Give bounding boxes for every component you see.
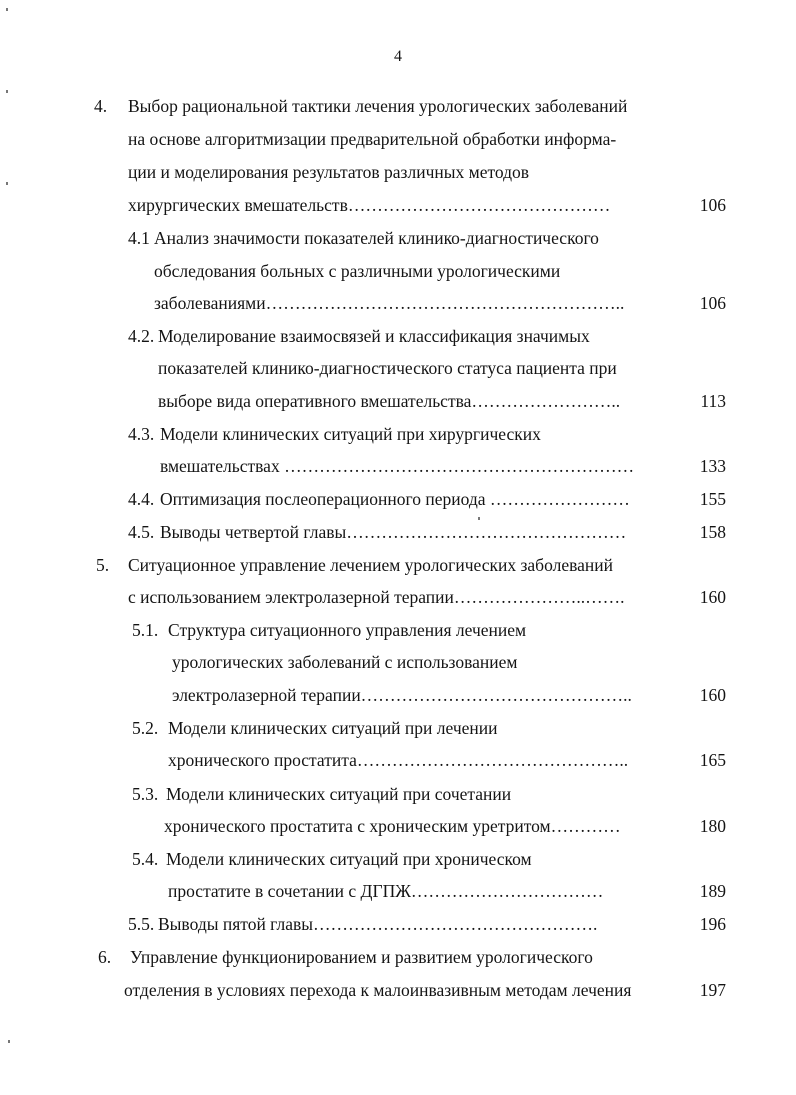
toc-entry-title-line: Моделирование взаимосвязей и классификация значимых (158, 326, 590, 346)
toc-entry-page: 158 (699, 522, 726, 542)
toc-entry-title-line: Модели клинических ситуаций при лечении (168, 718, 498, 738)
toc-entry-page: 160 (699, 587, 726, 607)
toc-entry-title-line: хирургических вмешательств……………………………………… (128, 195, 611, 215)
toc-entry-title-line: Выводы четвертой главы………………………………………… (160, 522, 627, 542)
toc-entry-title-line: Структура ситуационного управления лечением (168, 620, 527, 640)
toc-entry-page: 106 (699, 293, 726, 313)
toc-entry-title-line: отделения в условиях перехода к малоинвазивным методам лечения (124, 980, 632, 1000)
toc-entry-page: 113 (700, 391, 726, 411)
scan-speck (6, 182, 8, 185)
toc-entry-title-line: на основе алгоритмизации предварительной обработки информа- (128, 129, 617, 149)
toc-entry-number: 4.5. (128, 522, 155, 542)
toc-entry-title-line: Ситуационное управление лечением урологических заболеваний (128, 555, 613, 575)
toc-entry-title-line: урологических заболеваний с использованием (172, 652, 518, 672)
toc-entry-page: 196 (699, 914, 726, 934)
toc-entry-title-line: хронического простатита……………………………………….. (168, 750, 629, 770)
toc-entry-number: 5.4. (132, 849, 159, 869)
toc-entry-title-line: простатите в сочетании с ДГПЖ…………………………… (168, 881, 604, 901)
toc-entry-page: 197 (699, 980, 726, 1000)
toc-entry-page: 106 (699, 195, 726, 215)
toc-entry-title-line: Анализ значимости показателей клинико-диагностического (154, 228, 599, 248)
toc-entry-title-line: хронического простатита с хроническим уретритом………… (164, 816, 621, 836)
toc-entry-title-line: заболеваниями…………………………………………………….. (154, 293, 625, 313)
toc-entry-title-line: электролазерной терапии……………………………………….. (172, 685, 632, 705)
toc-entry-number: 4.3. (128, 424, 155, 444)
toc-entry-title-line: Выводы пятой главы…………………………………………. (158, 914, 598, 934)
toc-entry-number: 5.1. (132, 620, 159, 640)
toc-entry-title-line: обследования больных с различными урологическими (154, 261, 561, 281)
toc-entry-number: 5.2. (132, 718, 159, 738)
toc-entry-page: 180 (699, 816, 726, 836)
toc-entry-title-line: вмешательствах …………………………………………………… (160, 456, 635, 476)
toc-entry-title-line: выборе вида оперативного вмешательства…………………….. (158, 391, 621, 411)
toc-entry-title-line: Оптимизация послеоперационного периода …………………… (160, 489, 630, 509)
toc-entry-number: 4. (94, 96, 108, 116)
toc-entry-title-line: Управление функционированием и развитием урологического (130, 947, 593, 967)
toc-entry-number: 6. (98, 947, 112, 967)
toc-entry-title-line: с использованием электролазерной терапии…………………..……. (128, 587, 625, 607)
scan-speck (6, 90, 8, 93)
toc-entry-number: 5.5. (128, 914, 155, 934)
toc-entry-page: 160 (699, 685, 726, 705)
toc-entry-title-line: ции и моделирования результатов различных методов (128, 162, 530, 182)
toc-entry-title-line: Модели клинических ситуаций при хирургических (160, 424, 541, 444)
toc-entry-title-line: Модели клинических ситуаций при сочетании (166, 784, 512, 804)
toc-entry-number: 4.4. (128, 489, 155, 509)
toc-entry-number: 4.1 (128, 228, 150, 248)
toc-entry-page: 189 (699, 881, 726, 901)
page-number: 4 (394, 48, 402, 65)
scan-speck (8, 1040, 10, 1043)
toc-entry-title-line: показателей клинико-диагностического статуса пациента при (158, 358, 617, 378)
toc-entry-page: 133 (699, 456, 726, 476)
scan-speck (478, 517, 480, 520)
toc-entry-title-line: Выбор рациональной тактики лечения урологических заболеваний (128, 96, 628, 116)
scan-speck (6, 8, 8, 11)
toc-entry-number: 5.3. (132, 784, 159, 804)
toc-entry-page: 165 (699, 750, 726, 770)
toc-entry-page: 155 (699, 489, 726, 509)
toc-entry-number: 5. (96, 555, 110, 575)
toc-entry-title-line: Модели клинических ситуаций при хроническом (166, 849, 532, 869)
toc-entry-number: 4.2. (128, 326, 155, 346)
